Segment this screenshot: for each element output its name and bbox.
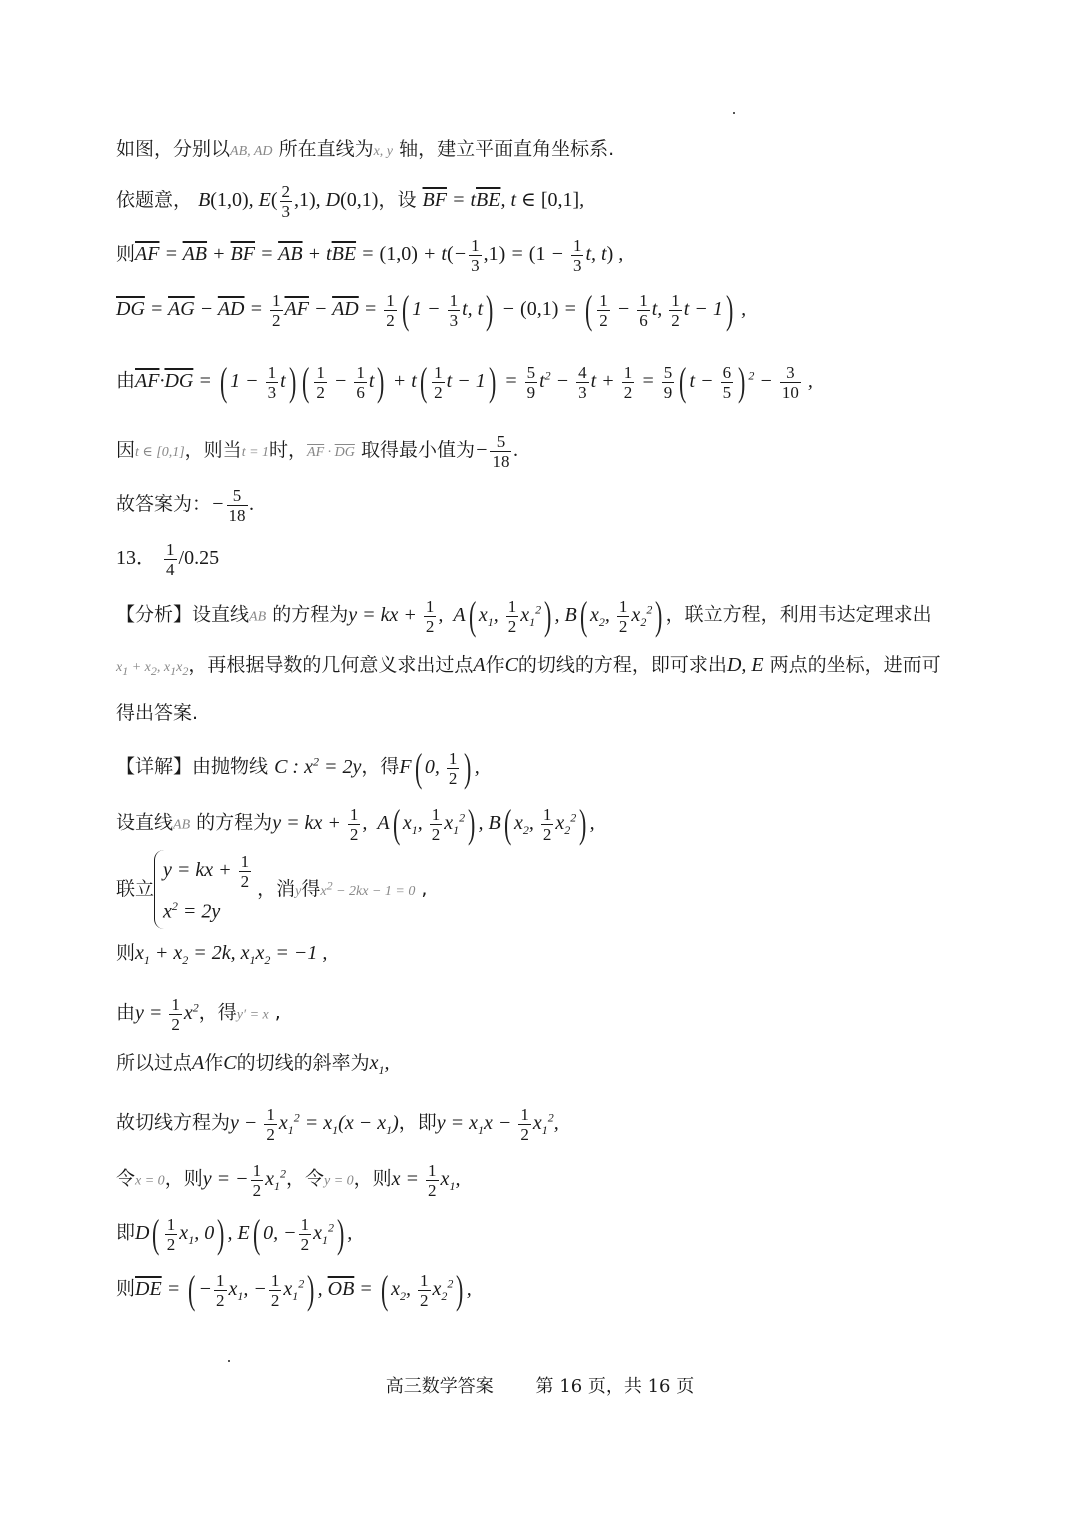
math-answer: − $\frac{5}{18}$ . [211,486,255,525]
detail-line-7: 故切线方程为y − $\frac{1}{2}$ $x_1^2 = x_1(x - x_1)$，即$y = x_1x$ − $\frac{1}{2}$ $x_1^2$, [116,1104,559,1144]
math-points-de: D( $\frac{1}{2}$ $x_1$, 0) , E( 0, − $\frac{1}{2}$ $x_1^2$) , [135,1211,353,1257]
math-sum-product: $x_1 + x_2$, $x_1x_2$ [116,660,189,678]
math-line-ab: y = kx + $\frac{1}{2}$ , A( $x_1$, $\frac{1}{2}$ $x_1^2$) , B( $x_2$, $\frac{1}{2}$ $x_2^2$) [348,593,663,639]
line-coordinate-system: 如图，分别以AB, AD 所在直线为x, y 轴，建立平面直角坐标系. [116,138,615,160]
analysis-line-3: 得出答案. [116,702,199,724]
math-af-dg: $\overline{AF} \cdot \overline{DG}$ [307,445,355,461]
math-x-intercept: x = $\frac{1}{2}$ $x_1$, [391,1160,461,1200]
math-t-eq-1: t = 1 [241,445,270,461]
math-vieta: $x_1 + x_2 = 2k$, $x_1x_2 = -1$ , [135,942,328,967]
question-13-answer: 13． $\frac{1}{4}$ /0.25 [116,540,220,579]
math-system: y = kx + $\frac{1}{2}$ $x^2 = 2y$ [154,850,257,929]
line-answer: 故答案为：− $\frac{5}{18}$ . [116,486,255,525]
math-af: $\overline{AF} = \overline{AB} + \overline{BF} = \overline{AB} + t\overline{BE} = (1,0) + t(-$ $\frac{1}{3}$ ,1) = (1 − $\frac{1}{3}$ t, t) , [135,236,624,275]
math-t-range: t ∈ [0,1] [135,445,185,461]
footer-page-number: 第 16 页，共 16 页 [535,1376,695,1397]
line-points: 依题意， B(1,0), E( $\frac{2}{3}$ ,1), D(0,1)，设 $\overline{BF} = t\overline{BE}$, t ∈ [0,1], [116,182,585,221]
math-vectors-de-ob: $\overline{DE}$ = ( − $\frac{1}{2}$ $x_1$, − $\frac{1}{2}$ $x_1^2$) , $\overline{OB}$ = ( $x_2$, $\frac{1}{2}$ $x_2^2$) , [135,1267,472,1313]
analysis-tag: 【分析】 [116,603,193,626]
math-dg: $\overline{DG} = \overline{AG} - \overline{AD}$ = $\frac{1}{2}$ $\overline{AF} - \overline{AD}$ = $\frac{1}{2}$ ( 1 − $\frac{1}{3}$ t, t) − (0,1) = ( $\frac{1}{2}$ − $\frac{1}{6}$ t, $\frac{1}{2}$ t − 1) , [116,287,747,332]
math-ab: AB [249,609,267,625]
detail-tag: 【详解】 [116,755,193,778]
math-derivative-func: y = $\frac{1}{2}$ $x^2$ [135,994,199,1034]
math-min-value: − $\frac{5}{18}$ . [474,432,519,471]
math-q13-answer: $\frac{1}{4}$ [166,540,175,579]
math-points: B(1,0), E( $\frac{2}{3}$ ,1), D(0,1) [198,182,379,221]
math-quadratic: $x^2 - 2kx - 1 = 0$ [320,878,416,899]
math-dot-product: $\overline{AF}\cdot\overline{DG}$ = ( 1 − $\frac{1}{3}$ t) ( $\frac{1}{2}$ − $\frac{1}{6}$ t) + t( $\frac{1}{2}$ t − 1) = $\frac{5}{9}$ $t^2$ − $\frac{4}{3}$ t + $\frac{1}{2}$ = $\frac{5}{9}$ ( t − $\frac{6}{5}$ ) $^2$ − $\frac{3}{10}$ , [135,359,813,405]
math-tangent-simplified: $y = x_1x$ − $\frac{1}{2}$ $x_1^2$, [436,1104,559,1144]
page-footer [0,1372,1080,1398]
footer-title: 高三数学答案 [385,1376,494,1397]
speck-bottom [228,1360,230,1362]
detail-line-2: 设直线AB 的方程为y = kx + $\frac{1}{2}$ , A( $x_1$, $\frac{1}{2}$ $x_1^2$) , B( $x_2$, $\frac{1}{2}$ $x_2^2$) , [116,801,595,847]
analysis-line-2: $x_1 + x_2$, $x_1x_2$，再根据导数的几何意义求出过点A作C的切线的方程，即可求出D, E 两点的坐标，进而可 [116,654,941,678]
math-parabola: C : $x^2 = 2y$ [274,754,362,778]
line-minimum: 因t ∈ [0,1]，则当t = 1时，$\overline{AF} \cdot \overline{DG}$ 取得最小值为− $\frac{5}{18}$ . [116,432,519,471]
detail-line-9: 即D( $\frac{1}{2}$ $x_1$, 0) , E( 0, − $\frac{1}{2}$ $x_1^2$) , [116,1211,353,1257]
detail-line-6: 所以过点A作C的切线的斜率为$x_1$, [116,1052,390,1077]
math-xy: x, y [373,144,394,159]
detail-line-10: 则$\overline{DE}$ = ( − $\frac{1}{2}$ $x_1$, − $\frac{1}{2}$ $x_1^2$) , $\overline{OB}$ = ( $x_2$, $\frac{1}{2}$ $x_2^2$) , [116,1267,472,1313]
detail-line-3: 联立 y = kx + $\frac{1}{2}$ $x^2 = 2y$ ，消y得$x^2 - 2kx - 1 = 0$ , [116,850,427,929]
line-af: 则$\overline{AF} = \overline{AB} + \overline{BF} = \overline{AB} + t\overline{BE} = (1,0) + t(-$ $\frac{1}{3}$ ,1) = (1 − $\frac{1}{3}$ t, t) , [116,236,624,275]
detail-line-5: 由y = $\frac{1}{2}$ $x^2$，得y′ = x , [116,994,281,1034]
line-dg [116,287,747,332]
math-y-intercept: y = − $\frac{1}{2}$ $x_1^2$ [202,1160,286,1200]
math-tangent: y − $\frac{1}{2}$ $x_1^2 = x_1(x - x_1)$ [230,1104,399,1144]
math-focus: F( 0, $\frac{1}{2}$ ) , [399,745,480,791]
detail-line-8: 令x = 0，则y = − $\frac{1}{2}$ $x_1^2$，令y = 0，则x = $\frac{1}{2}$ $x_1$, [116,1160,461,1200]
speck-top [733,112,735,114]
detail-line-1: 【详解】由抛物线 C : $x^2 = 2y$，得F( 0, $\frac{1}{2}$ ) , [116,745,480,791]
math-bf-def: $\overline{BF} = t\overline{BE}$, t ∈ [0,1], [422,189,585,212]
analysis-line-1: 【分析】设直线AB 的方程为y = kx + $\frac{1}{2}$ , A( $x_1$, $\frac{1}{2}$ $x_1^2$) , B( $x_2$, $\frac{1}{2}$ $x_2^2$) ，联立方程，利用韦达定理求出 [116,593,932,639]
math-slope: $x_1$, [369,1052,390,1077]
line-dot-product: 由$\overline{AF}\cdot\overline{DG}$ = ( 1 − $\frac{1}{3}$ t) ( $\frac{1}{2}$ − $\frac{1}{6}$ t) + t( $\frac{1}{2}$ t − 1) = $\frac{5}{9}$ $t^2$ − $\frac{4}{3}$ t + $\frac{1}{2}$ = $\frac{5}{9}$ ( t − $\frac{6}{5}$ ) $^2$ − $\frac{3}{10}$ , [116,359,813,405]
detail-line-4: 则$x_1 + x_2 = 2k$, $x_1x_2 = -1$ , [116,942,328,967]
math-line-ab-2: y = kx + $\frac{1}{2}$ , A( $x_1$, $\frac{1}{2}$ $x_1^2$) , B( $x_2$, $\frac{1}{2}$ $x_2^2$) , [272,801,595,847]
math-derivative: y′ = x [236,1007,269,1023]
math-ab-ad: AB, AD [230,144,273,159]
